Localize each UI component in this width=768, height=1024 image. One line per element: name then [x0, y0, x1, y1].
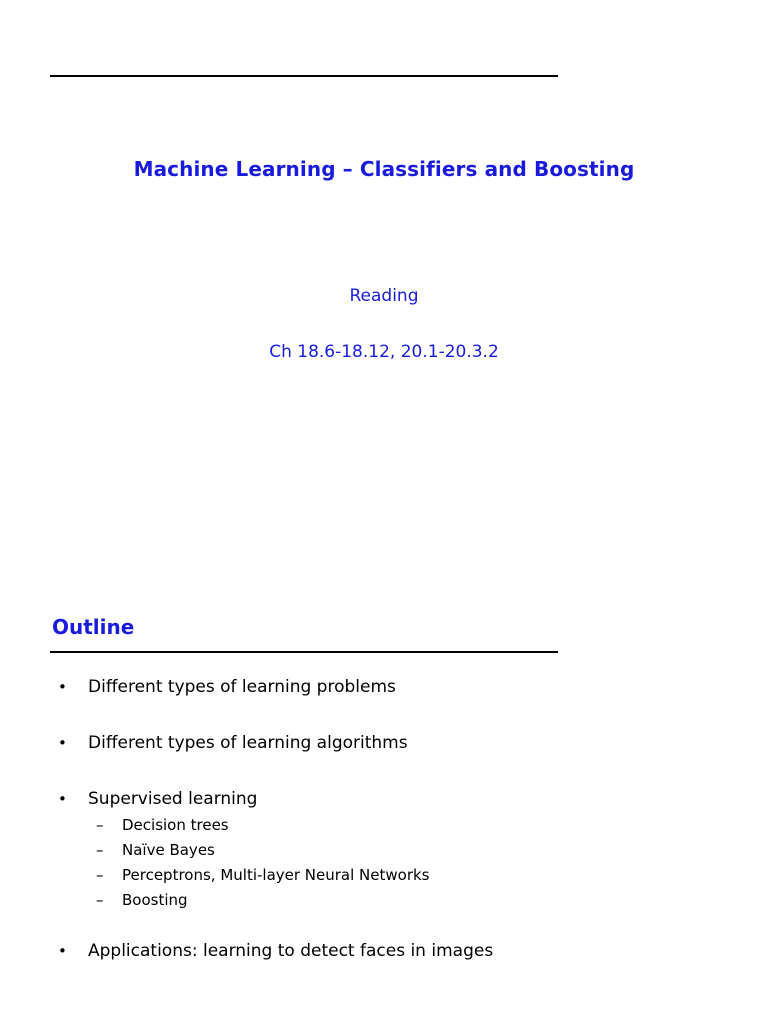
bullet-icon: •	[58, 678, 67, 696]
sub-item	[96, 865, 430, 885]
dash-icon: –	[96, 866, 104, 884]
reading-chapters: Ch 18.6-18.12, 20.1-20.3.2	[269, 342, 499, 362]
bullet-text: Applications: learning to detect faces in images	[88, 941, 494, 961]
bullet-item	[58, 676, 396, 698]
bullet-item	[58, 732, 408, 754]
sub-item-text: Perceptrons, Multi-layer Neural Networks	[122, 866, 430, 884]
bullet-item	[58, 788, 257, 810]
sub-item-text: Naïve Bayes	[122, 841, 215, 859]
sub-item-text: Decision trees	[122, 816, 229, 834]
outline-heading: Outline	[52, 615, 135, 639]
bullet-text: Different types of learning problems	[88, 677, 396, 697]
dash-icon: –	[96, 891, 104, 909]
sub-item-text: Boosting	[122, 891, 188, 909]
bullet-text: Different types of learning algorithms	[88, 733, 408, 753]
sub-item	[96, 840, 215, 860]
dash-icon: –	[96, 816, 104, 834]
dash-icon: –	[96, 841, 104, 859]
bullet-item	[58, 940, 493, 962]
bullet-icon: •	[58, 734, 67, 752]
sub-item	[96, 890, 188, 910]
bullet-icon: •	[58, 942, 67, 960]
outline-divider	[50, 651, 558, 653]
reading-label: Reading	[349, 286, 419, 306]
slide-title: Machine Learning – Classifiers and Boosting	[133, 157, 635, 181]
bullet-icon: •	[58, 790, 67, 808]
top-divider	[50, 75, 558, 77]
bullet-text: Supervised learning	[88, 789, 258, 809]
sub-item	[96, 815, 229, 835]
